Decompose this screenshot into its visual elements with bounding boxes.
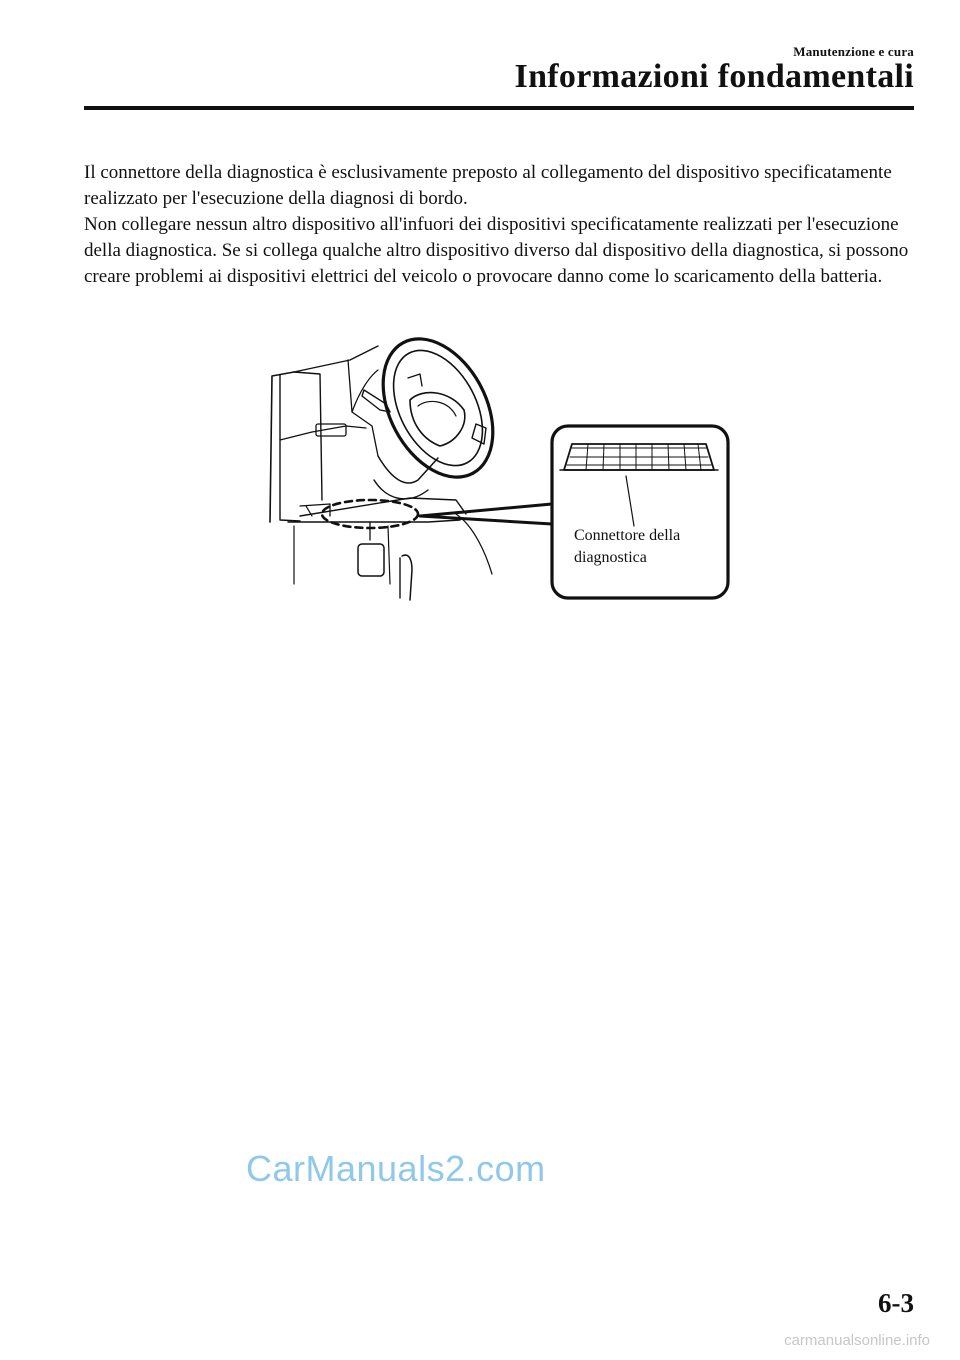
obd-connector-detail: [560, 444, 718, 526]
page-title: Informazioni fondamentali: [514, 58, 914, 95]
paragraph-1: Il connettore della diagnostica è esclusivamente preposto al collegamento del dispositivo specificatamente realizzato per l'esecuzione della diagnosi di bordo.: [84, 162, 892, 209]
section-header: Manutenzione e cura: [793, 44, 914, 59]
callout-line-2: diagnostica: [574, 549, 647, 566]
body-text: [84, 160, 924, 290]
footer-watermark: carmanualsonline.info: [784, 1332, 930, 1349]
header-rule: [84, 106, 914, 110]
paragraph-2: Non collegare nessun altro dispositivo all'infuori dei dispositivi specificatamente realizzati per l'esecuzione della diagnostica. Se si collega qualche altro dispositivo diverso dal dispositivo della diagnostica, si possono creare problemi ai dispositivi elettrici del veicolo o provocare danno come lo scaricamento della batteria.: [84, 214, 909, 287]
dashboard-outline: [270, 372, 294, 522]
pedal-right: [402, 555, 412, 600]
callout-label: [574, 525, 680, 569]
callout-line-1: Connettore della: [574, 527, 681, 544]
steering-wheel: [361, 330, 515, 496]
watermark-logo: CarManuals2.com: [246, 1148, 546, 1189]
page-number: 6-3: [878, 1288, 914, 1318]
callout-box: [552, 426, 728, 598]
